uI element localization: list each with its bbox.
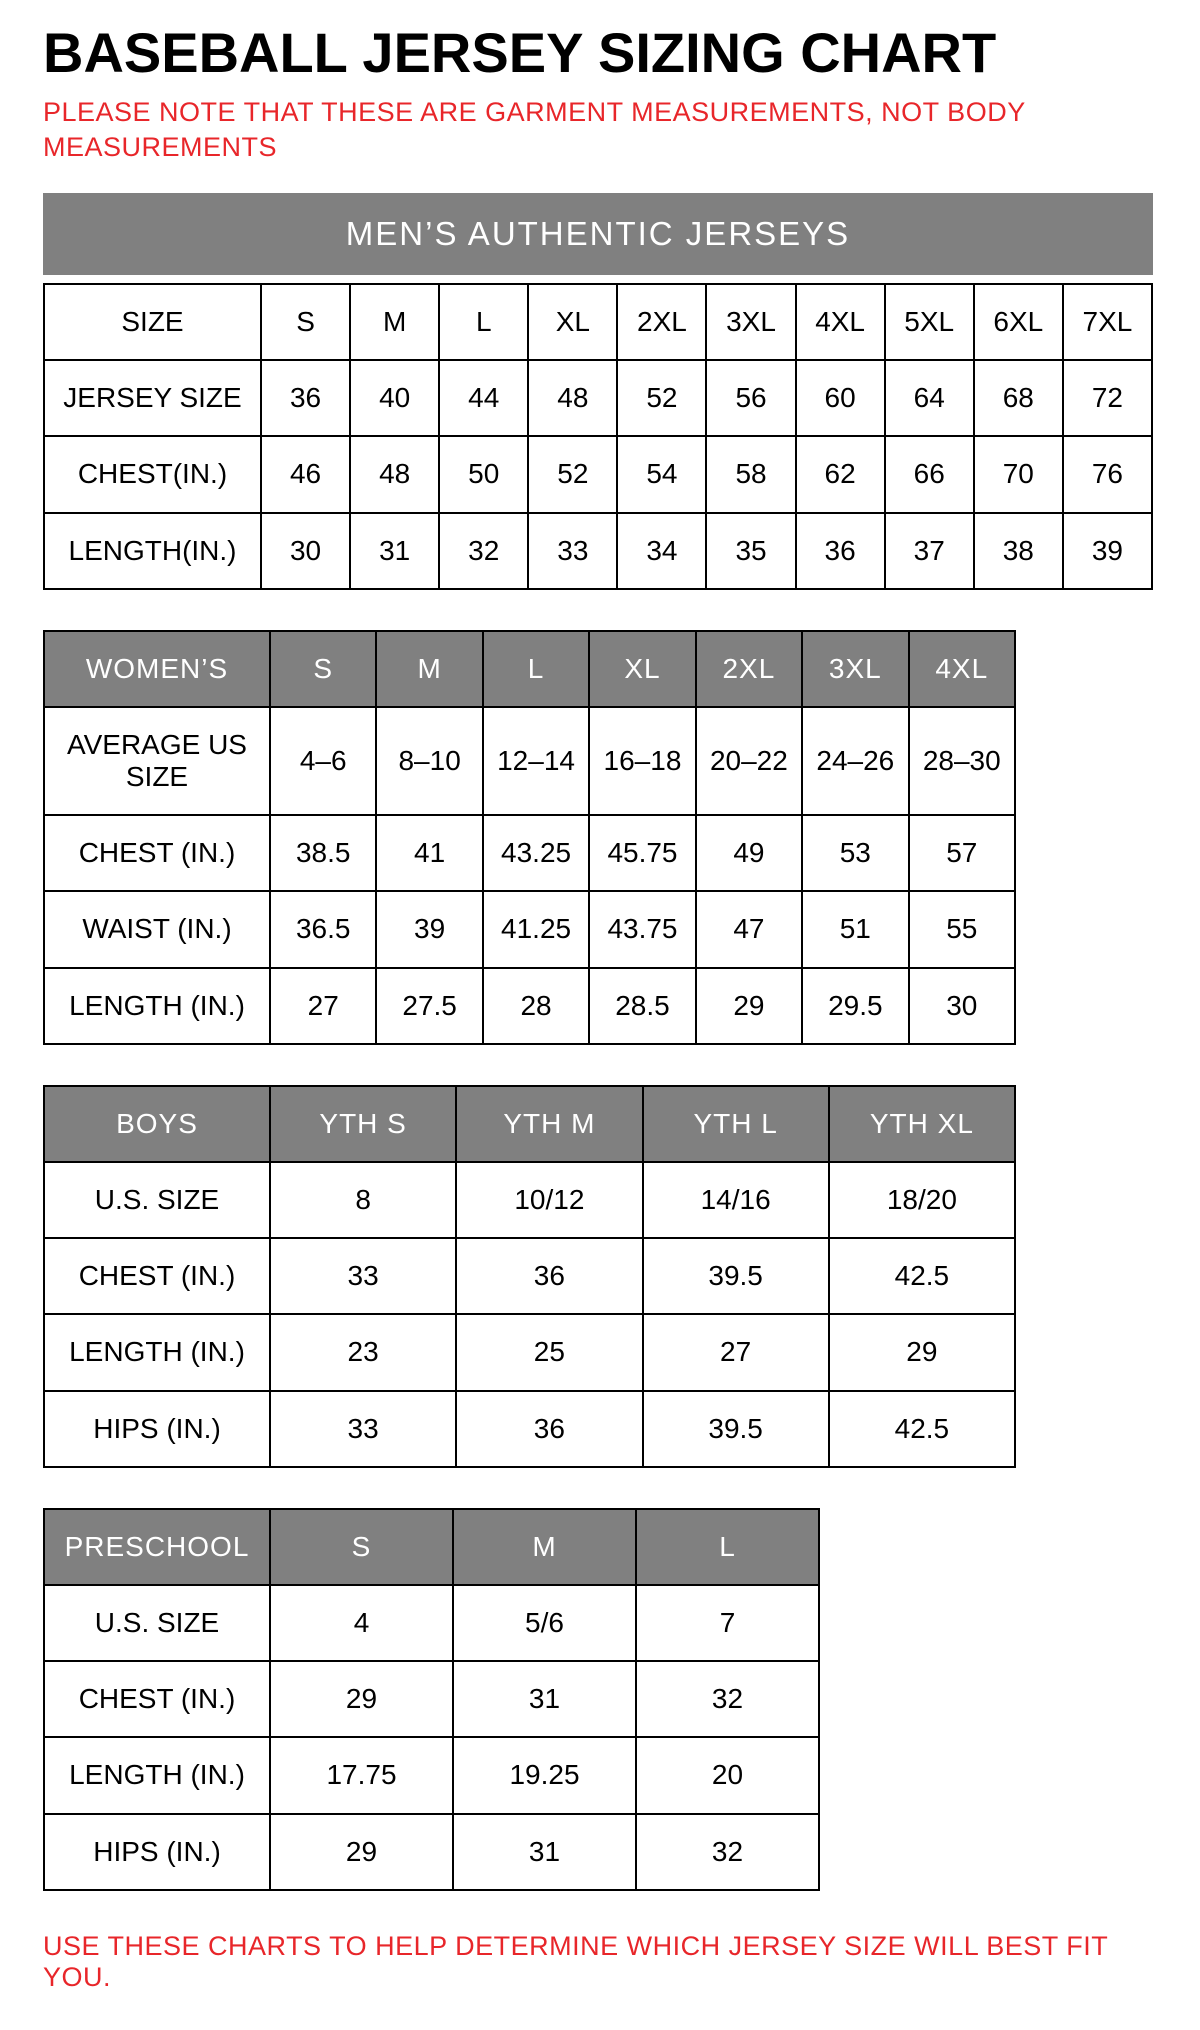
row-label-cell: U.S. SIZE	[44, 1162, 270, 1238]
value-cell: 30	[261, 513, 350, 589]
value-cell: 45.75	[589, 815, 695, 891]
table-title-cell: WOMEN’S	[44, 631, 270, 707]
table-row	[44, 968, 1015, 1044]
value-cell: 64	[885, 360, 974, 436]
womens-sizing-table	[43, 630, 1016, 1045]
row-label-cell: HIPS (IN.)	[44, 1814, 270, 1890]
table-title-cell: BOYS	[44, 1086, 270, 1162]
value-cell: 14/16	[643, 1162, 829, 1238]
row-label-cell: LENGTH(IN.)	[44, 513, 261, 589]
value-cell: 66	[885, 436, 974, 512]
column-header-cell: S	[270, 1509, 453, 1585]
value-cell: 6XL	[974, 284, 1063, 360]
row-label-cell: AVERAGE US SIZE	[44, 707, 270, 815]
value-cell: L	[439, 284, 528, 360]
row-label-cell: U.S. SIZE	[44, 1585, 270, 1661]
value-cell: 34	[617, 513, 706, 589]
value-cell: 16–18	[589, 707, 695, 815]
value-cell: 29.5	[802, 968, 908, 1044]
value-cell: 36	[796, 513, 885, 589]
column-header-cell: M	[376, 631, 482, 707]
column-header-cell: L	[636, 1509, 819, 1585]
value-cell: 20–22	[696, 707, 802, 815]
value-cell: 70	[974, 436, 1063, 512]
table-row	[44, 1162, 1015, 1238]
value-cell: 48	[350, 436, 439, 512]
value-cell: 53	[802, 815, 908, 891]
garment-measurement-note: PLEASE NOTE THAT THESE ARE GARMENT MEASUREMENTS, NOT BODY MEASUREMENTS	[43, 96, 1026, 162]
value-cell: 36	[261, 360, 350, 436]
row-label-cell: LENGTH (IN.)	[44, 1737, 270, 1813]
fit-advice-footer: USE THESE CHARTS TO HELP DETERMINE WHICH JERSEY SIZE WILL BEST FIT YOU.	[43, 1930, 1108, 1992]
value-cell: 37	[885, 513, 974, 589]
value-cell: 27	[643, 1314, 829, 1390]
value-cell: 57	[909, 815, 1015, 891]
value-cell: 5XL	[885, 284, 974, 360]
value-cell: 39.5	[643, 1238, 829, 1314]
value-cell: 2XL	[617, 284, 706, 360]
value-cell: 32	[439, 513, 528, 589]
column-header-cell: YTH L	[643, 1086, 829, 1162]
boys-sizing-section	[43, 1085, 1180, 1468]
womens-sizing-section	[43, 630, 1180, 1045]
value-cell: 18/20	[829, 1162, 1015, 1238]
value-cell: 32	[636, 1661, 819, 1737]
value-cell: 33	[270, 1238, 456, 1314]
value-cell: 28.5	[589, 968, 695, 1044]
value-cell: 3XL	[706, 284, 795, 360]
value-cell: 31	[350, 513, 439, 589]
value-cell: 36	[456, 1238, 642, 1314]
row-label-cell: JERSEY SIZE	[44, 360, 261, 436]
value-cell: 33	[270, 1391, 456, 1467]
value-cell: 7XL	[1063, 284, 1152, 360]
value-cell: 38.5	[270, 815, 376, 891]
table-row	[44, 1314, 1015, 1390]
value-cell: 29	[270, 1661, 453, 1737]
column-header-cell: S	[270, 631, 376, 707]
value-cell: 4XL	[796, 284, 885, 360]
mens-table-caption: MEN’S AUTHENTIC JERSEYS	[43, 193, 1153, 275]
table-header-row	[44, 631, 1015, 707]
value-cell: 60	[796, 360, 885, 436]
column-header-cell: M	[453, 1509, 636, 1585]
row-label-cell: CHEST (IN.)	[44, 1661, 270, 1737]
value-cell: 41.25	[483, 891, 589, 967]
value-cell: 42.5	[829, 1238, 1015, 1314]
value-cell: 39.5	[643, 1391, 829, 1467]
value-cell: 48	[528, 360, 617, 436]
column-header-cell: YTH M	[456, 1086, 642, 1162]
value-cell: 27	[270, 968, 376, 1044]
page-title: BASEBALL JERSEY SIZING CHART	[43, 21, 997, 84]
column-header-cell: YTH S	[270, 1086, 456, 1162]
table-row	[44, 284, 1152, 360]
value-cell: 24–26	[802, 707, 908, 815]
value-cell: 49	[696, 815, 802, 891]
value-cell: 20	[636, 1737, 819, 1813]
value-cell: 25	[456, 1314, 642, 1390]
value-cell: 51	[802, 891, 908, 967]
value-cell: 43.75	[589, 891, 695, 967]
value-cell: 32	[636, 1814, 819, 1890]
table-row	[44, 891, 1015, 967]
value-cell: 39	[376, 891, 482, 967]
value-cell: 29	[696, 968, 802, 1044]
table-row	[44, 360, 1152, 436]
value-cell: 12–14	[483, 707, 589, 815]
table-row	[44, 1737, 819, 1813]
preschool-sizing-table	[43, 1508, 820, 1891]
value-cell: 40	[350, 360, 439, 436]
table-row	[44, 436, 1152, 512]
mens-sizing-section	[43, 193, 1180, 590]
value-cell: 42.5	[829, 1391, 1015, 1467]
row-label-cell: HIPS (IN.)	[44, 1391, 270, 1467]
row-label-cell: SIZE	[44, 284, 261, 360]
value-cell: 41	[376, 815, 482, 891]
table-row	[44, 707, 1015, 815]
row-label-cell: CHEST(IN.)	[44, 436, 261, 512]
value-cell: 31	[453, 1814, 636, 1890]
table-row	[44, 815, 1015, 891]
value-cell: 27.5	[376, 968, 482, 1044]
value-cell: 38	[974, 513, 1063, 589]
column-header-cell: XL	[589, 631, 695, 707]
column-header-cell: 3XL	[802, 631, 908, 707]
value-cell: 56	[706, 360, 795, 436]
row-label-cell: WAIST (IN.)	[44, 891, 270, 967]
value-cell: 4–6	[270, 707, 376, 815]
preschool-sizing-section	[43, 1508, 1180, 1891]
value-cell: 36	[456, 1391, 642, 1467]
table-row	[44, 1661, 819, 1737]
value-cell: 4	[270, 1585, 453, 1661]
value-cell: 72	[1063, 360, 1152, 436]
table-title-cell: PRESCHOOL	[44, 1509, 270, 1585]
mens-sizing-table	[43, 283, 1153, 590]
value-cell: 8	[270, 1162, 456, 1238]
table-header-row	[44, 1086, 1015, 1162]
row-label-cell: CHEST (IN.)	[44, 815, 270, 891]
table-row	[44, 1238, 1015, 1314]
value-cell: 76	[1063, 436, 1152, 512]
value-cell: 39	[1063, 513, 1152, 589]
value-cell: 31	[453, 1661, 636, 1737]
value-cell: 35	[706, 513, 795, 589]
value-cell: 50	[439, 436, 528, 512]
value-cell: 17.75	[270, 1737, 453, 1813]
boys-sizing-table	[43, 1085, 1016, 1468]
value-cell: 30	[909, 968, 1015, 1044]
value-cell: 46	[261, 436, 350, 512]
value-cell: 19.25	[453, 1737, 636, 1813]
value-cell: 52	[617, 360, 706, 436]
value-cell: 54	[617, 436, 706, 512]
value-cell: 28	[483, 968, 589, 1044]
value-cell: 33	[528, 513, 617, 589]
column-header-cell: YTH XL	[829, 1086, 1015, 1162]
value-cell: 47	[696, 891, 802, 967]
value-cell: 43.25	[483, 815, 589, 891]
table-row	[44, 1585, 819, 1661]
value-cell: 62	[796, 436, 885, 512]
value-cell: 55	[909, 891, 1015, 967]
value-cell: 36.5	[270, 891, 376, 967]
value-cell: 58	[706, 436, 795, 512]
value-cell: XL	[528, 284, 617, 360]
value-cell: M	[350, 284, 439, 360]
column-header-cell: 4XL	[909, 631, 1015, 707]
table-header-row	[44, 1509, 819, 1585]
value-cell: 7	[636, 1585, 819, 1661]
column-header-cell: 2XL	[696, 631, 802, 707]
row-label-cell: LENGTH (IN.)	[44, 968, 270, 1044]
table-row	[44, 513, 1152, 589]
value-cell: 29	[829, 1314, 1015, 1390]
value-cell: 23	[270, 1314, 456, 1390]
value-cell: 29	[270, 1814, 453, 1890]
value-cell: 44	[439, 360, 528, 436]
table-row	[44, 1391, 1015, 1467]
value-cell: 52	[528, 436, 617, 512]
value-cell: 28–30	[909, 707, 1015, 815]
column-header-cell: L	[483, 631, 589, 707]
row-label-cell: LENGTH (IN.)	[44, 1314, 270, 1390]
table-row	[44, 1814, 819, 1890]
value-cell: S	[261, 284, 350, 360]
value-cell: 8–10	[376, 707, 482, 815]
value-cell: 10/12	[456, 1162, 642, 1238]
row-label-cell: CHEST (IN.)	[44, 1238, 270, 1314]
value-cell: 68	[974, 360, 1063, 436]
value-cell: 5/6	[453, 1585, 636, 1661]
